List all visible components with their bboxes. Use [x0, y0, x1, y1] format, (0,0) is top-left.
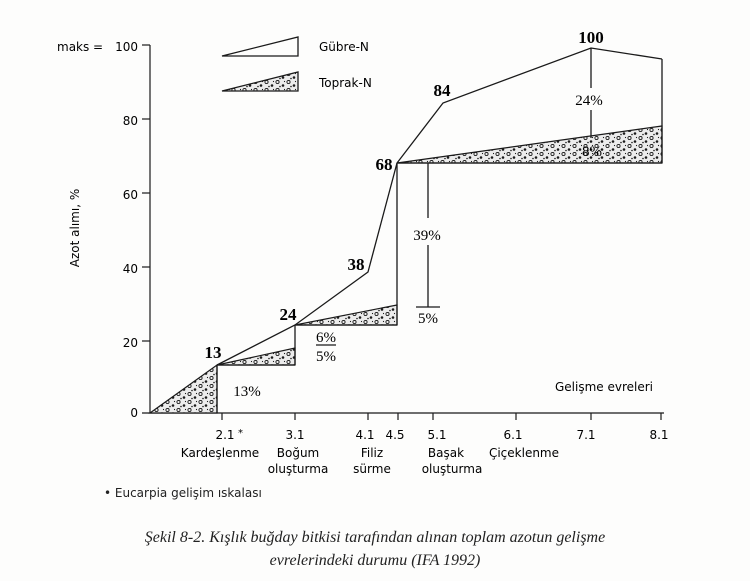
figure-caption-line-2: evrelerindeki durumu (IFA 1992) — [269, 552, 481, 569]
stage-label: sürme — [353, 462, 391, 476]
y-tick-label: 0 — [130, 406, 138, 420]
y-tick-label: 20 — [122, 336, 138, 350]
soil-n-area — [397, 126, 662, 163]
y-tick-label: 40 — [122, 262, 138, 276]
segment-label: 6% — [316, 330, 336, 346]
stage-label: Çiçeklenme — [488, 446, 560, 460]
soil-n-area — [217, 348, 295, 365]
total-label: 13 — [204, 343, 222, 362]
total-label: 38 — [347, 255, 365, 274]
total-label: 24 — [279, 305, 297, 324]
soil-n-area — [150, 365, 217, 413]
soil-n-areas — [150, 126, 662, 413]
segment-label: 24% — [575, 93, 603, 109]
x-tick-label: 2.1 — [215, 428, 235, 442]
segment-label: 5% — [418, 311, 438, 327]
footnote: • Eucarpia gelişim ıskalası — [104, 486, 262, 500]
total-label: 84 — [433, 81, 451, 100]
stage-label: oluşturma — [267, 462, 329, 476]
soil-n-area — [295, 305, 397, 325]
y-tick-label: 60 — [122, 188, 138, 202]
stage-label: Başak — [427, 446, 465, 460]
x-axis — [142, 413, 664, 420]
x-tick-mark: * — [238, 428, 243, 439]
x-tick-label: 8.1 — [649, 428, 669, 442]
y-tick-label: 100 — [115, 40, 138, 54]
x-tick-label: 4.5 — [385, 428, 405, 442]
legend-swatch-soil — [222, 72, 298, 91]
total-label: 100 — [578, 28, 604, 47]
x-tick-label: 7.1 — [576, 428, 596, 442]
segment-label: 39% — [413, 228, 441, 244]
stage-label: oluşturma — [421, 462, 483, 476]
stage-label: Kardeşlenme — [180, 446, 260, 460]
x-tick-label: 4.1 — [355, 428, 375, 442]
segment-label: 13% — [233, 384, 261, 400]
legend-label: Gübre-N — [319, 40, 369, 54]
legend — [222, 37, 372, 91]
stage-label: Boğum — [276, 446, 320, 460]
legend-label: Toprak-N — [319, 76, 372, 90]
y-tick-label: 80 — [122, 114, 138, 128]
segment-label: 8% — [582, 144, 602, 160]
stage-label: Filiz — [360, 446, 384, 460]
total-label: 68 — [375, 155, 393, 174]
x-tick-label: 6.1 — [503, 428, 523, 442]
x-tick-label: 5.1 — [427, 428, 447, 442]
y-max-label: maks = — [57, 40, 104, 54]
figure-caption-line-1: Şekil 8-2. Kışlık buğday bitkisi tarafından alınan toplam azotun gelişme — [144, 529, 606, 546]
x-axis-title: Gelişme evreleri — [554, 380, 653, 394]
legend-swatch-fertilizer — [222, 37, 298, 56]
y-axis — [142, 45, 150, 413]
y-axis-title: Azot alımı, % — [68, 188, 82, 268]
x-tick-label: 3.1 — [285, 428, 305, 442]
segment-label: 5% — [316, 349, 336, 365]
